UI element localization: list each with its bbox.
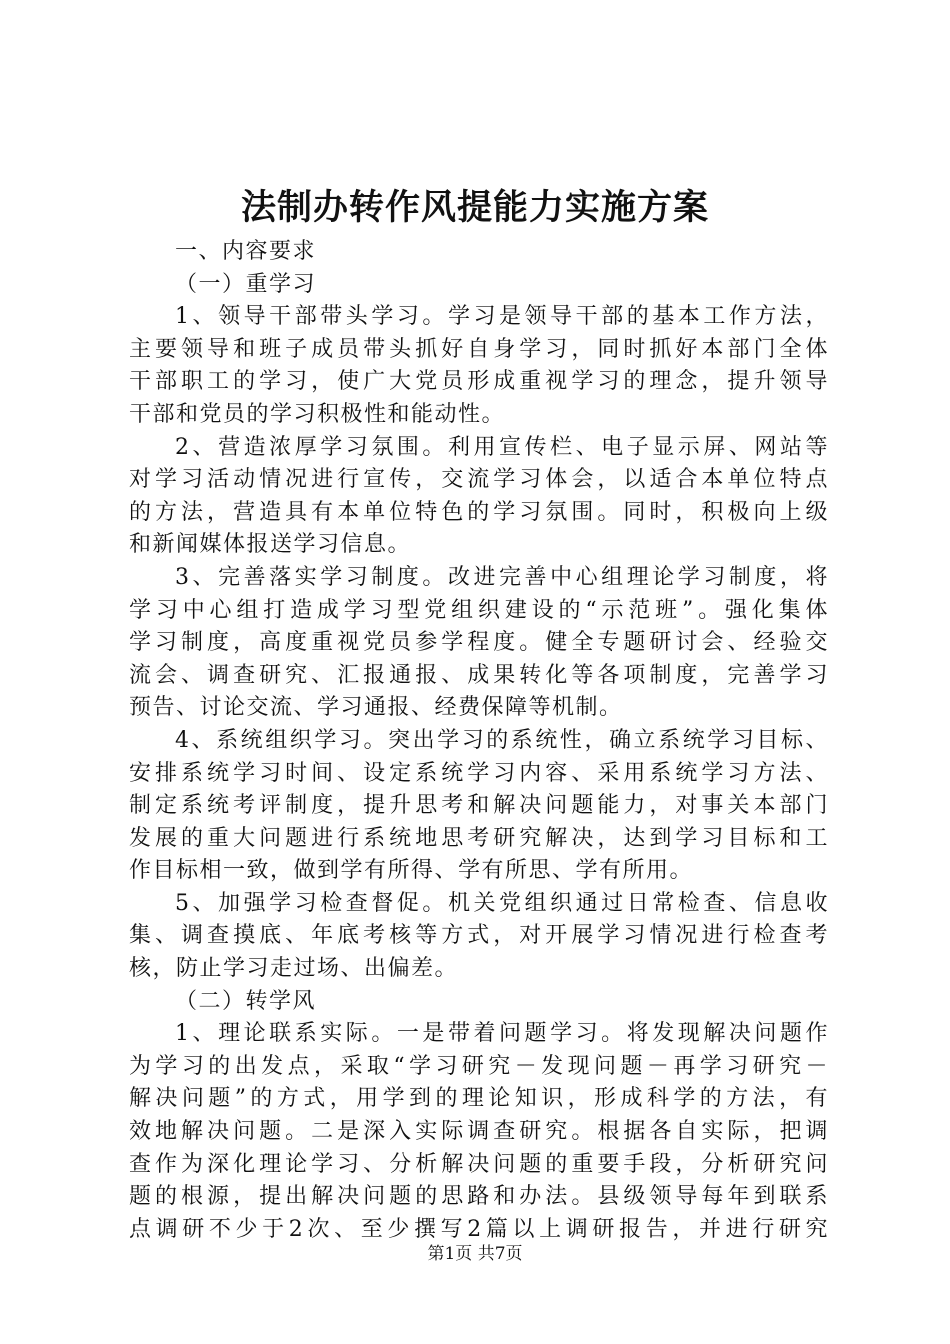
text-line: 学习中心组打造成学习型党组织建设的“示范班”。强化集体 [129, 597, 829, 623]
text-line: 为学习的出发点，采取“学习研究－发现问题－再学习研究－ [129, 1053, 829, 1079]
paragraph-first-line: 1、领导干部带头学习。学习是领导干部的基本工作方法， [175, 304, 829, 330]
text-line: 查作为深化理论学习、分析解决问题的重要手段，分析研究问 [129, 1151, 829, 1177]
document-title: 法制办转作风提能力实施方案 [240, 187, 709, 228]
text-line: 发展的重大问题进行系统地思考研究解决，达到学习目标和工 [129, 825, 829, 851]
text-line: 和新闻媒体报送学习信息。 [129, 532, 412, 558]
section-heading: 一、内容要求 [175, 239, 317, 264]
text-line: 制定系统考评制度，提升思考和解决问题能力，对事关本部门 [129, 793, 829, 819]
text-line: 点调研不少于2次、至少撰写2篇以上调研报告，并进行研究 [129, 1216, 829, 1242]
text-line: 题的根源，提出解决问题的思路和办法。县级领导每年到联系 [129, 1184, 829, 1210]
text-line: 作目标相一致，做到学有所得、学有所思、学有所用。 [129, 858, 694, 884]
paragraph-first-line: 3、完善落实学习制度。改进完善中心组理论学习制度，将 [175, 564, 829, 590]
paragraph-first-line: 1、理论联系实际。一是带着问题学习。将发现解决问题作 [175, 1021, 829, 1047]
text-line: 学习制度，高度重视党员参学程度。健全专题研讨会、经验交 [129, 630, 829, 656]
page-footer: 第1页 共7页 [427, 1244, 523, 1264]
text-line: 流会、调查研究、汇报通报、成果转化等各项制度，完善学习 [129, 662, 829, 688]
text-line: 核，防止学习走过场、出偏差。 [129, 956, 459, 982]
text-line: 干部和党员的学习积极性和能动性。 [129, 401, 506, 427]
section-heading: （二）转学风 [175, 988, 317, 1014]
text-line: 解决问题”的方式，用学到的理论知识，形成科学的方法，有 [129, 1086, 829, 1112]
text-line: 的方法，营造具有本单位特色的学习氛围。同时，积极向上级 [129, 499, 829, 525]
paragraph-first-line: 2、营造浓厚学习氛围。利用宣传栏、电子显示屏、网站等 [175, 434, 829, 460]
paragraph-first-line: 5、加强学习检查督促。机关党组织通过日常检查、信息收 [175, 890, 829, 916]
text-line: 主要领导和班子成员带头抓好自身学习，同时抓好本部门全体 [129, 336, 829, 362]
section-heading: （一）重学习 [175, 271, 317, 297]
text-line: 效地解决问题。二是深入实际调查研究。根据各自实际，把调 [129, 1119, 829, 1145]
text-line: 集、调查摸底、年底考核等方式，对开展学习情况进行检查考 [129, 923, 829, 949]
paragraph-first-line: 4、系统组织学习。突出学习的系统性，确立系统学习目标、 [175, 727, 829, 753]
text-line: 对学习活动情况进行宣传，交流学习体会，以适合本单位特点 [129, 467, 829, 493]
document-body [129, 236, 829, 1246]
text-line: 预告、讨论交流、学习通报、经费保障等机制。 [129, 695, 623, 721]
text-line: 干部职工的学习，使广大党员形成重视学习的理念，提升领导 [129, 369, 829, 395]
text-line: 安排系统学习时间、设定系统学习内容、采用系统学习方法、 [129, 760, 829, 786]
